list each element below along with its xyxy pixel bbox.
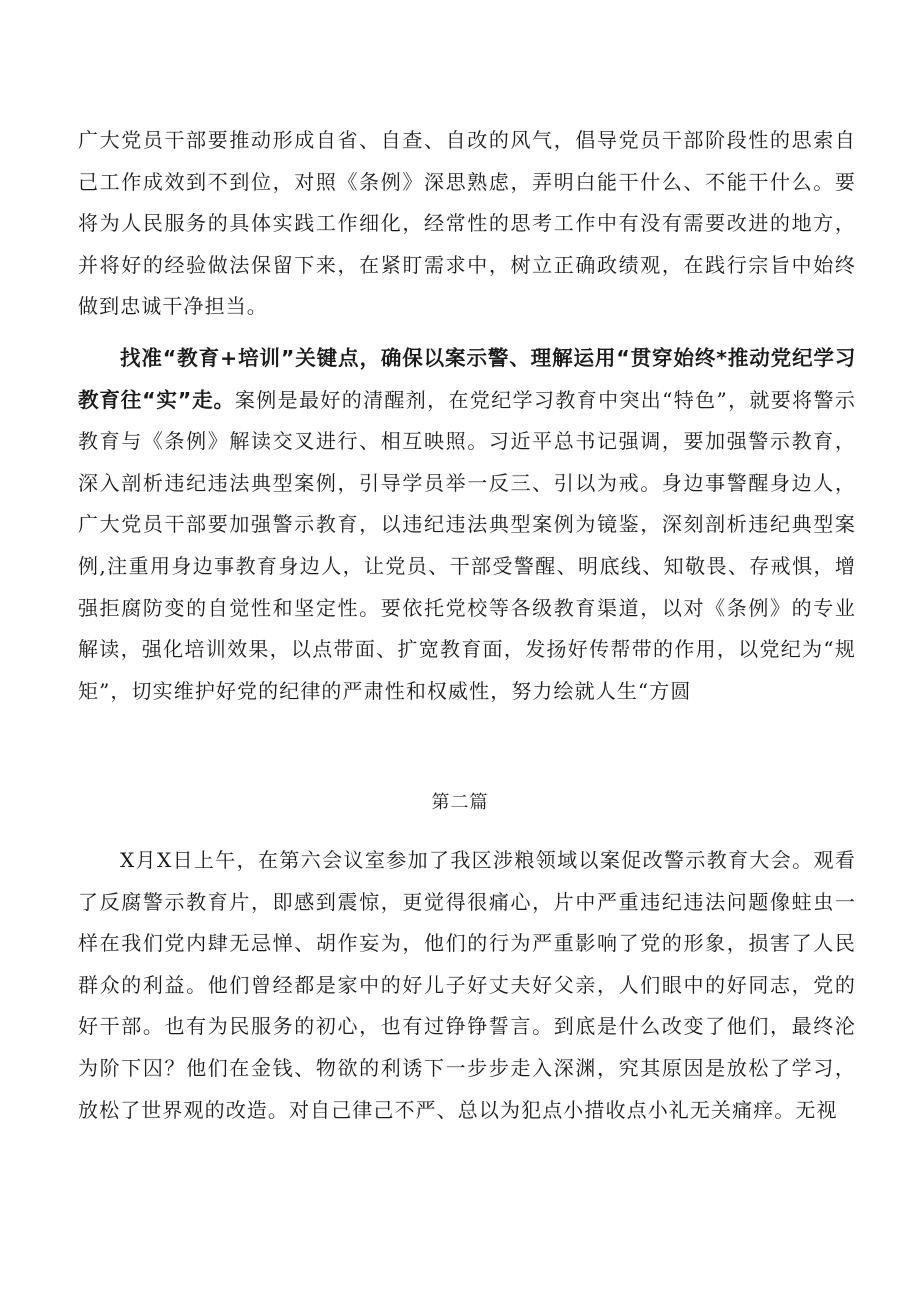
- section1-paragraph-2-lead: 找准“教育+培训”关键点，确保以案示警、理解运用“贯穿始终*推动党纪学习教育往“实”走。: [78, 346, 856, 412]
- section1-paragraph-2: [78, 338, 856, 712]
- section2-heading: 第二篇: [431, 792, 489, 813]
- section2-paragraph-1: X月X日上午，在第六会议室参加了我区涉粮领域以案促改警示教育大会。观看了反腐警示教育片，即感到震惊，更觉得很痛心，片中严重违纪违法问题像蛀虫一样在我们党内肆无忌惮、胡作妄为，他们的行为严重影响了党的形象，损害了人民群众的利益。他们曾经都是家中的好儿子好丈夫好父亲，人们眼中的好同志，党的好干部。也有为民服务的初心，也有过铮铮誓言。到底是什么改变了他们，最终沦为阶下囚？他们在金钱、物欲的利诱下一步步走入深渊，究其原因是放松了学习，放松了世界观的改造。对自己律己不严、总以为犯点小措收点小礼无关痛痒。无视: [78, 848, 856, 1122]
- section1-paragraph-2-body: 案例是最好的清醒剂，在党纪学习教育中突出“特色”，就要将警示教育与《条例》解读交叉进行、相互映照。习近平总书记强调，要加强警示教育，深入剖析违纪违法典型案例，引导学员举一反三、引以为戒。身边事警醒身边人，广大党员干部要加强警示教育，以违纪违法典型案例为镜鉴，深刻剖析违纪典型案例,注重用身边事教育身边人，让党员、干部受警醒、明底线、知敬畏、存戒惧，增强拒腐防变的自觉性和坚定性。要依托党校等各级教育渠道，以对《条例》的专业解读，强化培训效果，以点带面、扩宽教育面，发扬好传帮带的作用，以党纪为“规矩”，切实维护好党的纪律的严肃性和权威性，努力绘就人生“方圆: [78, 387, 857, 703]
- section1-paragraph-1: 广大党员干部要推动形成自省、自查、自改的风气，倡导党员干部阶段性的思索自己工作成效到不到位，对照《条例》深思熟虑，弄明白能干什么、不能干什么。要将为人民服务的具体实践工作细化，经常性的思考工作中有没有需要改进的地方，并将好的经验做法保留下来，在紧盯需求中，树立正确政绩观，在践行宗旨中始终做到忠诚干净担当。: [78, 128, 856, 319]
